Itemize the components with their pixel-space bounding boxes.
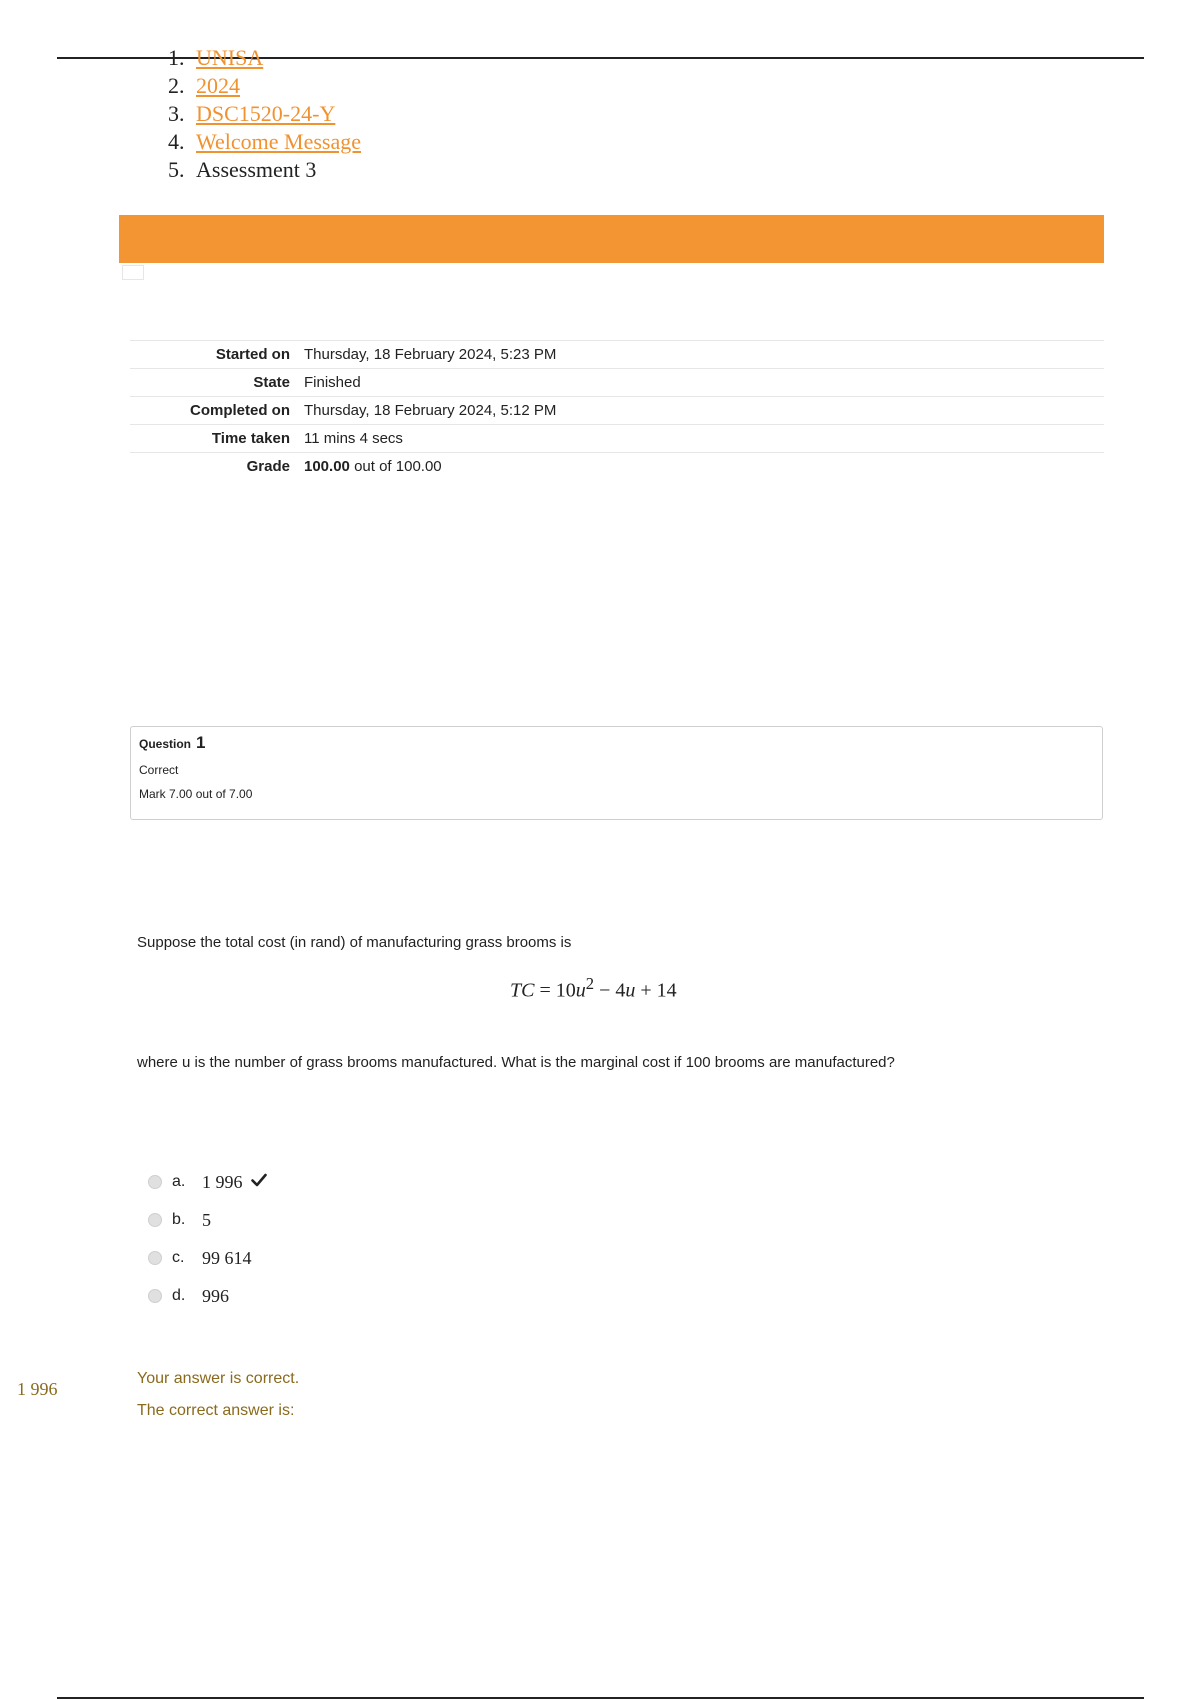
grade-score: 100.00 [304, 458, 350, 476]
formula-term3: + 14 [635, 979, 677, 1002]
question-info-box [130, 726, 1103, 820]
formula-coef: 10 [555, 979, 576, 1002]
answer-letter: b. [172, 1211, 186, 1228]
time-value: 11 mins 4 secs [304, 430, 403, 447]
breadcrumb-item-unisa [190, 44, 361, 72]
grade-value [300, 453, 1104, 481]
started-label: Started on [215, 346, 290, 363]
formula-equals: = [534, 979, 556, 1002]
attempt-summary-table [130, 340, 1104, 481]
state-label: State [253, 374, 290, 391]
breadcrumb-link-year[interactable]: 2024 [196, 73, 240, 98]
formula-var: u [575, 979, 586, 1002]
summary-row-state [130, 369, 1104, 397]
answer-letter: c. [172, 1249, 185, 1266]
breadcrumb-item-course [190, 100, 361, 128]
cost-formula [510, 974, 677, 1003]
breadcrumb [150, 44, 361, 184]
answer-radio-d[interactable] [148, 1289, 162, 1303]
summary-row-completed [130, 397, 1104, 425]
question-mark: Mark 7.00 out of 7.00 [139, 787, 253, 801]
answer-value: 5 [202, 1209, 211, 1230]
feedback-correct-label: The correct answer is: [137, 1402, 295, 1419]
header-banner [119, 215, 1104, 263]
summary-row-time [130, 425, 1104, 453]
time-label: Time taken [211, 430, 290, 447]
started-value: Thursday, 18 February 2024, 5:23 PM [304, 346, 557, 363]
summary-row-started [130, 341, 1104, 369]
formula-lhs: TC [510, 979, 535, 1002]
answer-option-a[interactable] [148, 1163, 267, 1201]
check-icon [251, 1173, 267, 1192]
grade-total: out of 100.00 [354, 458, 442, 476]
question-label: Question [139, 737, 192, 751]
answer-radio-b[interactable] [148, 1213, 162, 1227]
correct-answer-value: 1 996 [17, 1379, 58, 1399]
bottom-divider [57, 1697, 1144, 1699]
breadcrumb-link-welcome[interactable]: Welcome Message [196, 129, 361, 154]
answer-radio-c[interactable] [148, 1251, 162, 1265]
feedback-result: Your answer is correct. [137, 1370, 300, 1387]
answer-option-c[interactable] [148, 1239, 267, 1277]
completed-value: Thursday, 18 February 2024, 5:12 PM [304, 402, 557, 419]
breadcrumb-item-welcome [190, 128, 361, 156]
completed-label: Completed on [190, 402, 290, 419]
answer-list [148, 1163, 267, 1315]
question-status: Correct [139, 763, 179, 777]
answer-radio-a[interactable] [148, 1175, 162, 1189]
breadcrumb-current: Assessment 3 [196, 157, 317, 182]
feedback-box [137, 1370, 299, 1434]
grade-label: Grade [246, 458, 290, 476]
breadcrumb-link-course[interactable]: DSC1520-24-Y [196, 101, 336, 126]
answer-value: 99 614 [202, 1247, 252, 1268]
question-number-value: 1 [196, 733, 206, 752]
breadcrumb-link-unisa[interactable]: UNISA [196, 45, 264, 70]
answer-option-d[interactable] [148, 1277, 267, 1315]
summary-row-grade [130, 453, 1104, 481]
answer-value: 996 [202, 1285, 229, 1306]
question-text-prompt: where u is the number of grass brooms manufactured. What is the marginal cost if 100 brooms are manufactured? [137, 1054, 895, 1071]
question-number [139, 733, 1094, 753]
state-value: Finished [304, 374, 361, 391]
breadcrumb-item-current [190, 156, 361, 184]
answer-value: 1 996 [202, 1171, 243, 1192]
formula-var2: u [625, 979, 636, 1002]
answer-letter: d. [172, 1287, 186, 1304]
formula-term2: − 4 [594, 979, 626, 1002]
answer-option-b[interactable] [148, 1201, 267, 1239]
answer-letter: a. [172, 1173, 186, 1190]
question-text-intro: Suppose the total cost (in rand) of manufacturing grass brooms is [137, 934, 572, 951]
banner-placeholder [122, 265, 144, 280]
formula-exponent: 2 [585, 974, 595, 993]
breadcrumb-item-year [190, 72, 361, 100]
